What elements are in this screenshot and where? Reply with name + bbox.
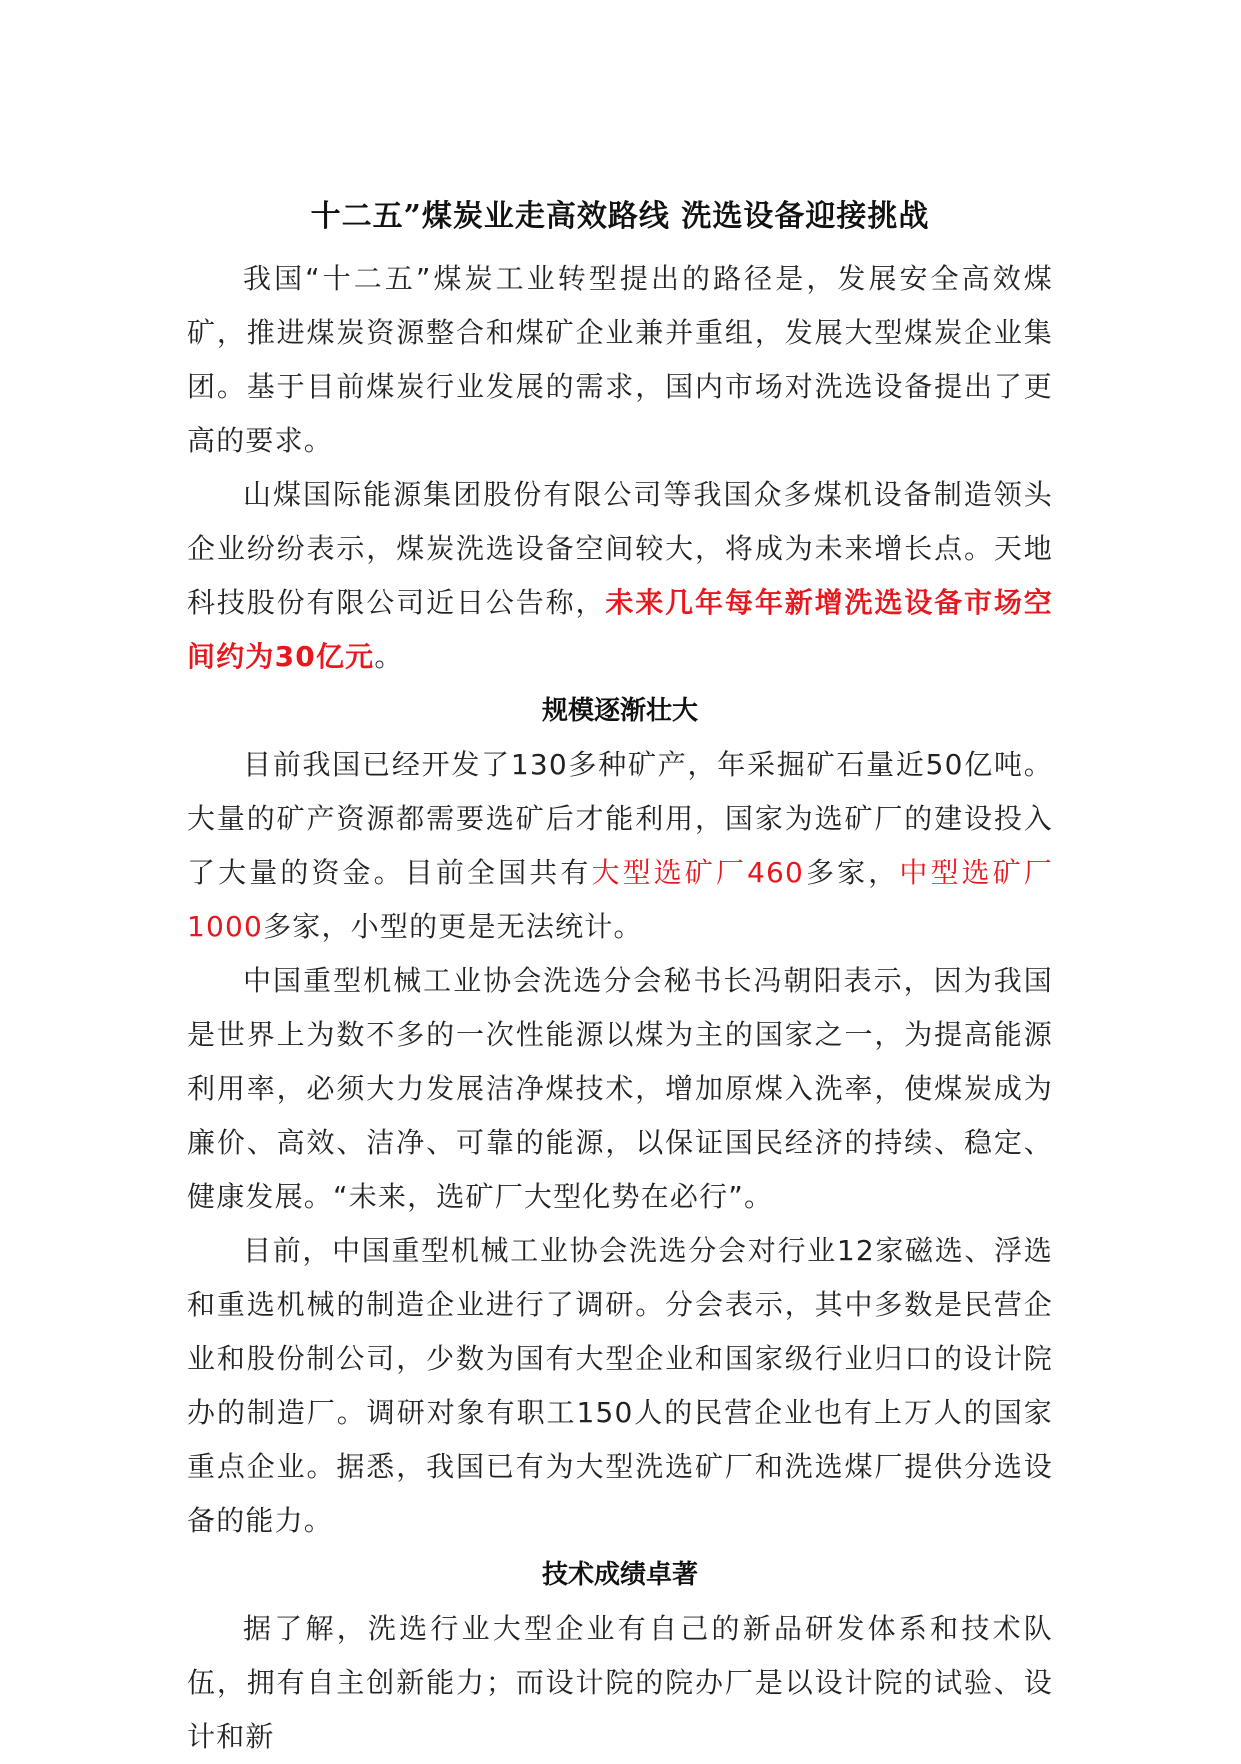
intro-paragraph-2-end: 。 [374, 640, 404, 673]
intro-paragraph-2 [187, 468, 1053, 684]
intro-paragraph-1: 我国“十二五”煤炭工业转型提出的路径是，发展安全高效煤矿，推进煤炭资源整合和煤矿企业兼并重组，发展大型煤炭企业集团。基于目前煤炭行业发展的需求，国内市场对洗选设备提出了更高的要求。 [187, 262, 1053, 457]
section1-paragraph-1 [187, 738, 1053, 954]
document-body [187, 190, 1053, 1764]
section-heading-technology: 技术成绩卓著 [541, 1560, 698, 1590]
market-space-highlight: 未来几年每年新增洗选设备市场空间约为30亿元 [187, 586, 1053, 673]
section1-paragraph-3: 目前，中国重型机械工业协会洗选分会对行业12家磁选、浮选和重选机械的制造企业进行了调研。分会表示，其中多数是民营企业和股份制公司，少数为国有大型企业和国家级行业归口的设计院办的制造厂。调研对象有职工150人的民营企业也有上万人的国家重点企业。据悉，我国已有为大型洗选矿厂和洗选煤厂提供分选设备的能力。 [187, 1234, 1053, 1537]
section-heading-scale: 规模逐渐壮大 [541, 696, 698, 726]
section1-paragraph-1-mid: 多家， [804, 856, 900, 889]
document-title: 十二五”煤炭业走高效路线 洗选设备迎接挑战 [310, 199, 930, 234]
medium-plant-highlight: 中型选矿厂1000 [187, 856, 1053, 943]
intro-paragraph-2-text: 山煤国际能源集团股份有限公司等我国众多煤机设备制造领头企业纷纷表示，煤炭洗选设备空间较大，将成为未来增长点。天地科技股份有限公司近日公告称， [187, 478, 1053, 619]
large-plant-highlight: 大型选矿厂460 [591, 856, 805, 889]
section1-paragraph-2: 中国重型机械工业协会洗选分会秘书长冯朝阳表示，因为我国是世界上为数不多的一次性能源以煤为主的国家之一，为提高能源利用率，必须大力发展洁净煤技术，增加原煤入洗率，使煤炭成为廉价、高效、洁净、可靠的能源，以保证国民经济的持续、稳定、健康发展。“未来，选矿厂大型化势在必行”。 [187, 964, 1053, 1213]
section2-paragraph-1: 据了解，洗选行业大型企业有自己的新品研发体系和技术队伍，拥有自主创新能力；而设计院的院办厂是以设计院的试验、设计和新 [187, 1612, 1053, 1753]
section1-paragraph-1-end: 多家，小型的更是无法统计。 [263, 910, 643, 943]
section1-paragraph-1-text: 目前我国已经开发了130多种矿产，年采掘矿石量近50亿吨。大量的矿产资源都需要选矿后才能利用，国家为选矿厂的建设投入了大量的资金。目前全国共有 [187, 748, 1053, 889]
